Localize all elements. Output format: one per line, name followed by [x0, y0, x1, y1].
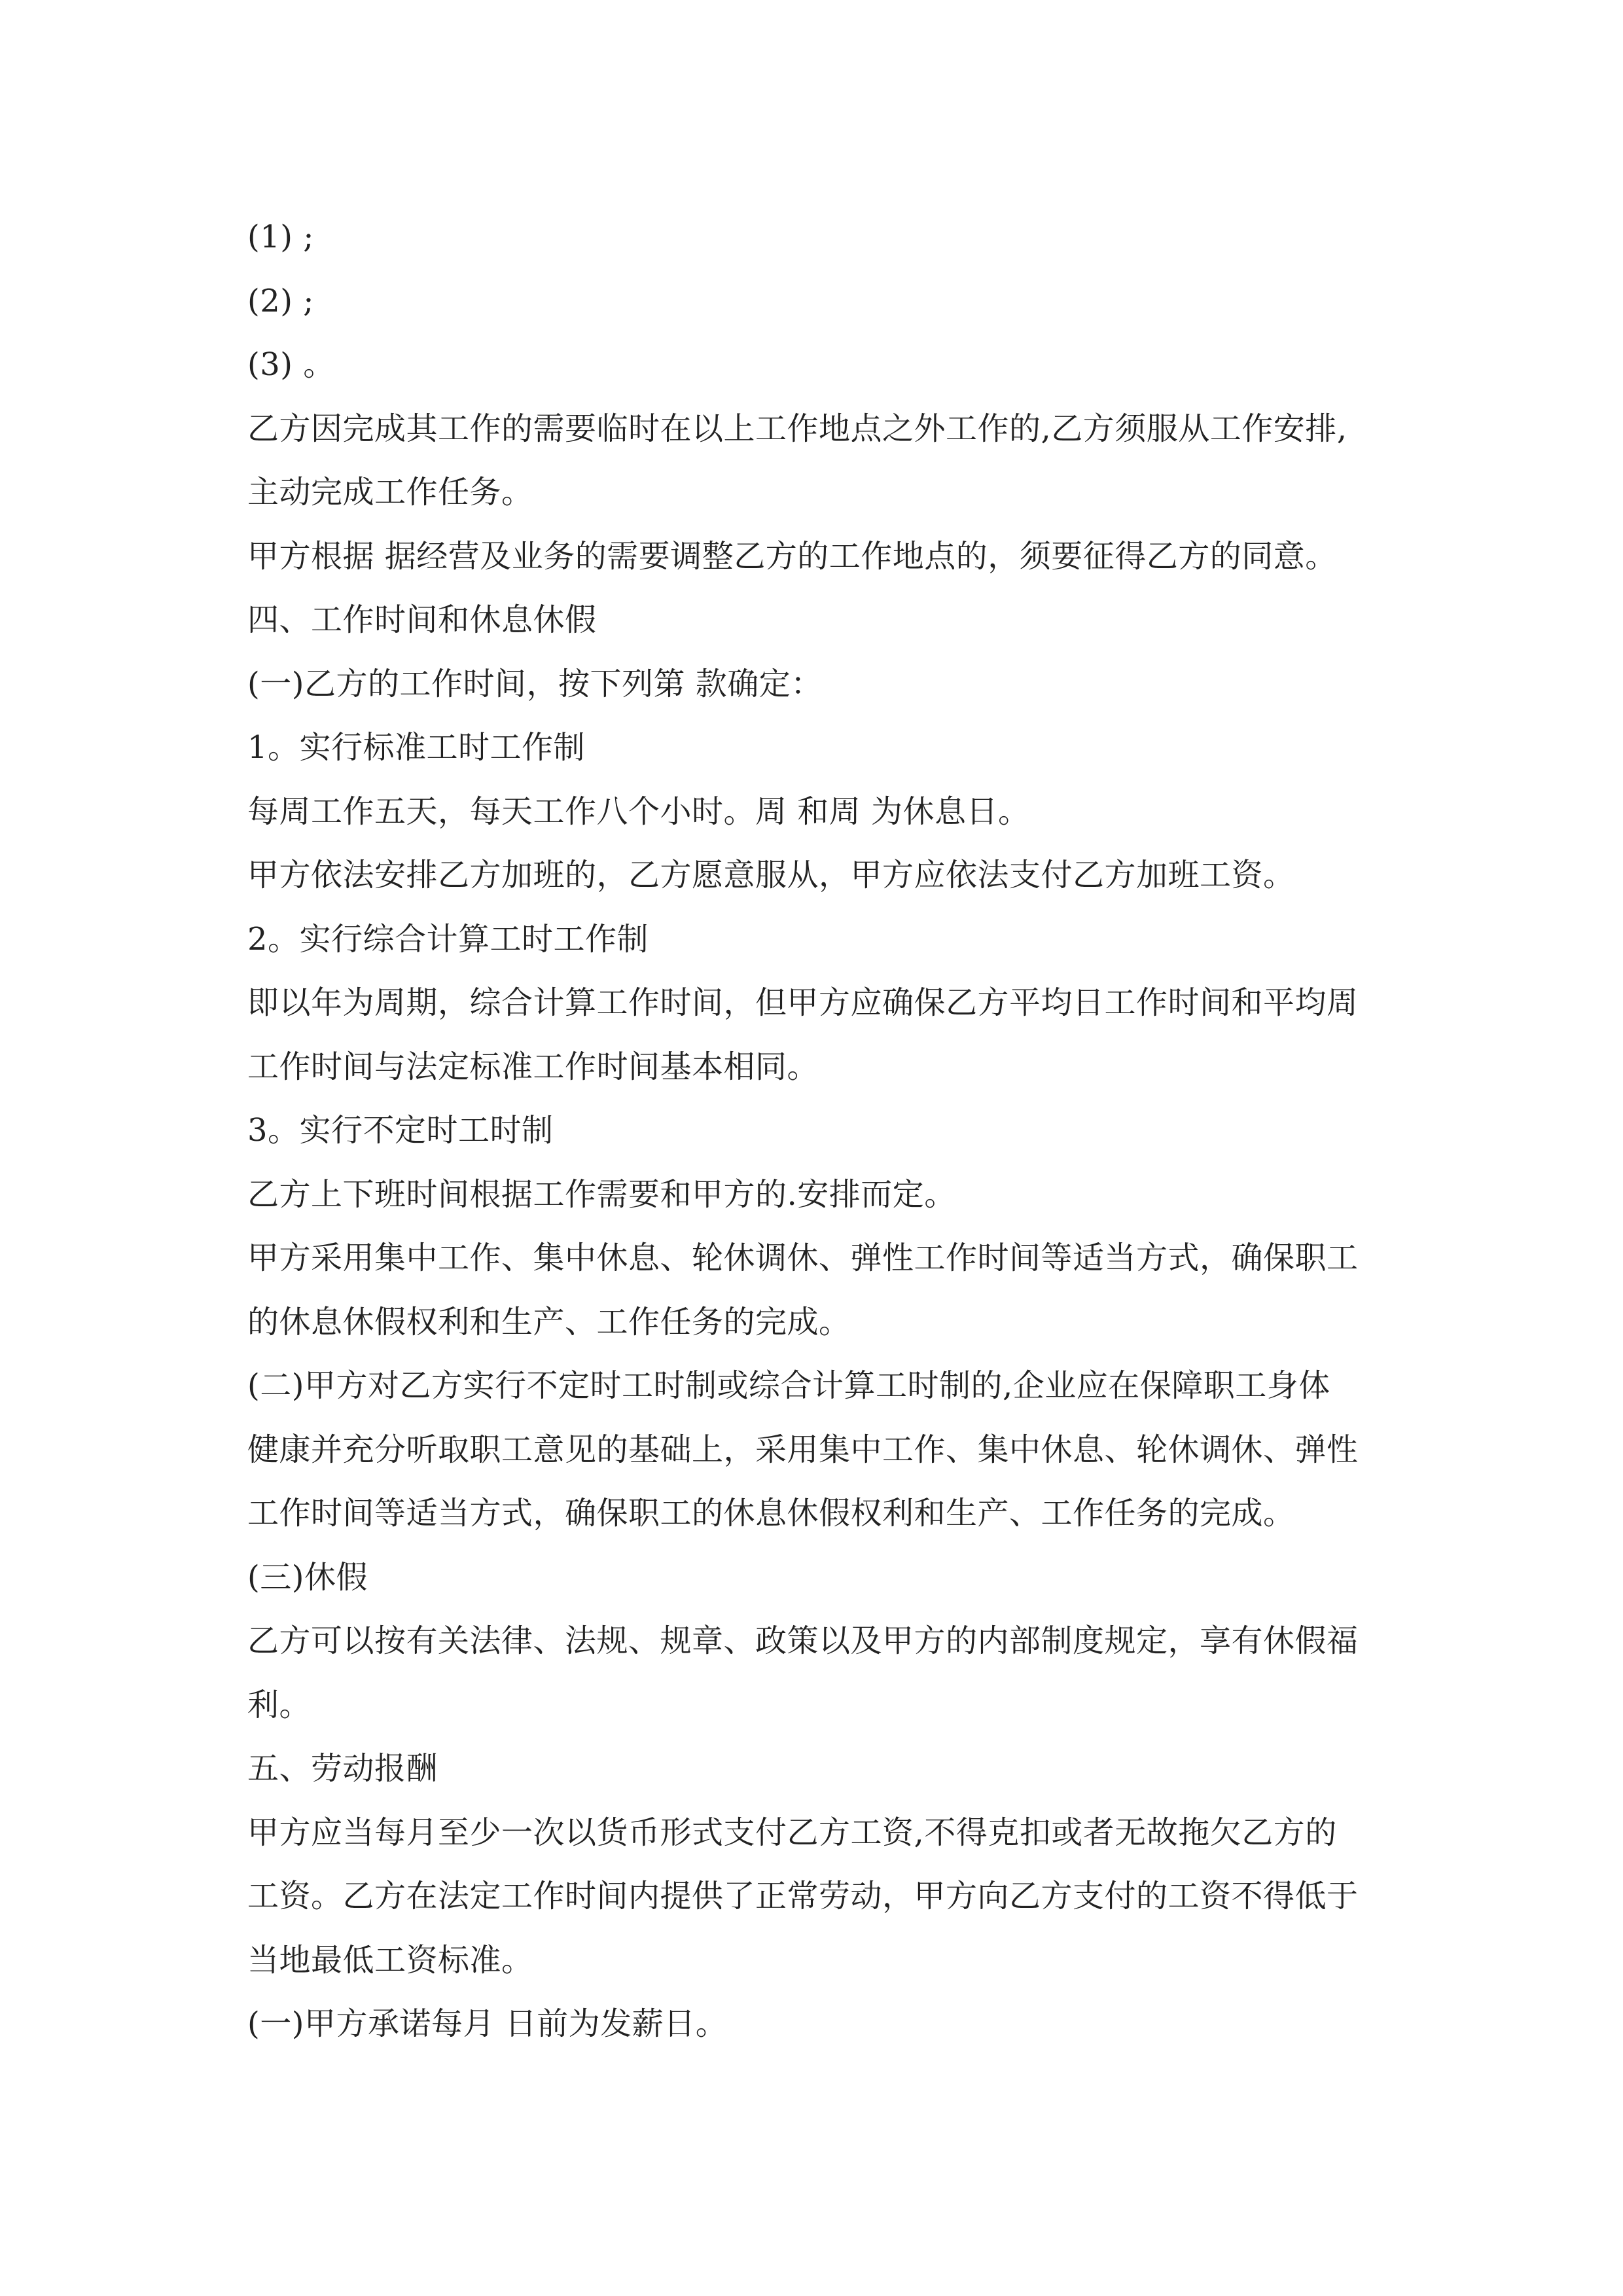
subsection-paragraph: (二)甲方对乙方实行不定时工时制或综合计算工时制的,企业应在保障职工身体 [247, 1367, 1330, 1404]
paragraph-line: 利。 [247, 1686, 312, 1723]
paragraph-line: 工作时间与法定标准工作时间基本相同。 [247, 1048, 819, 1085]
paragraph-line: 每周工作五天，每天工作八个小时。周 和周 为休息日。 [247, 793, 1030, 830]
section-heading-work-hours: 四、工作时间和休息休假 [247, 601, 597, 638]
paragraph-line: 甲方依法安排乙方加班的，乙方愿意服从，甲方应依法支付乙方加班工资。 [247, 857, 1295, 893]
paragraph-line: 工资。乙方在法定工作时间内提供了正常劳动，甲方向乙方支付的工资不得低于 [247, 1878, 1359, 1914]
paragraph-line: 甲方应当每月至少一次以货币形式支付乙方工资,不得克扣或者无故拖欠乙方的 [247, 1814, 1337, 1851]
paragraph-line: 即以年为周期，综合计算工作时间，但甲方应确保乙方平均日工作时间和平均周 [247, 984, 1359, 1021]
paragraph-line: 的休息休假权利和生产、工作任务的完成。 [247, 1303, 851, 1340]
paragraph-line: 健康并充分听取职工意见的基础上，采用集中工作、集中休息、轮休调休、弹性 [247, 1431, 1359, 1468]
paragraph-line: 工作时间等适当方式，确保职工的休息休假权利和生产、工作任务的完成。 [247, 1495, 1295, 1532]
paragraph-line: 甲方采用集中工作、集中休息、轮休调休、弹性工作时间等适当方式，确保职工 [247, 1240, 1359, 1276]
list-item-1: (1) ; [247, 219, 314, 255]
clause-heading: 3。实行不定时工时制 [247, 1112, 554, 1149]
subsection-heading: (三)休假 [247, 1558, 368, 1596]
list-item-3: (3) 。 [247, 346, 335, 383]
paragraph-line: 乙方可以按有关法律、法规、规章、政策以及甲方的内部制度规定，享有休假福 [247, 1623, 1359, 1659]
document-body [247, 206, 1399, 2056]
subsection-heading: (一)乙方的工作时间，按下列第 款确定： [247, 665, 823, 702]
paragraph-line: 当地最低工资标准。 [247, 1941, 533, 1979]
paragraph-line: 乙方因完成其工作的需要临时在以上工作地点之外工作的,乙方须服从工作安排, [247, 410, 1347, 447]
paragraph-line: 甲方根据 据经营及业务的需要调整乙方的工作地点的，须要征得乙方的同意。 [247, 537, 1337, 575]
clause-heading: 1。实行标准工时工作制 [247, 729, 586, 766]
subsection-paragraph: (一)甲方承诺每月 日前为发薪日。 [247, 2005, 728, 2042]
list-item-2: (2) ; [247, 282, 314, 319]
section-heading-remuneration: 五、劳动报酬 [247, 1750, 438, 1787]
paragraph-line: 主动完成工作任务。 [247, 474, 533, 511]
paragraph-line: 乙方上下班时间根据工作需要和甲方的.安排而定。 [247, 1175, 956, 1213]
clause-heading: 2。实行综合计算工时工作制 [247, 920, 649, 958]
